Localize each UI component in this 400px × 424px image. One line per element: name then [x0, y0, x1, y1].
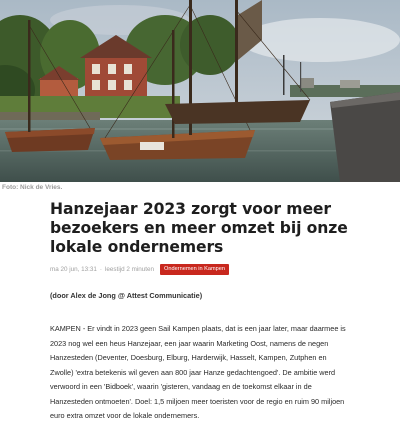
category-tag[interactable]: Ondernemen in Kampen — [160, 264, 229, 275]
read-time: leestijd 2 minuten — [105, 266, 155, 273]
article-date: ma 20 jun, 13:31 — [50, 266, 97, 273]
article — [50, 200, 350, 424]
meta-separator: · — [99, 266, 103, 273]
photo-credit: Foto: Nick de Vries. — [2, 184, 63, 191]
article-title: Hanzejaar 2023 zorgt voor meer bezoekers en meer omzet bij onze lokale ondernemers — [50, 200, 348, 256]
harbour-photo-illustration — [0, 0, 400, 182]
article-photo — [0, 0, 400, 182]
article-byline: (door Alex de Jong @ Attest Communicatie) — [50, 291, 203, 300]
article-paragraph: KAMPEN - Er vindt in 2023 geen Sail Kampen plaats, dat is een jaar later, maar daarmee is 2023 nog wel een heus Hanzejaar, een jaar waarin Marketing Oost, namens de negen Hanzesteden (Deventer, Doesburg, Elburg, Harderwijk, Hasselt, Kampen, Zutphen en Zwolle) 'extra betekenis wil geven aan 800 jaar Hanze gedachtengoed'. De ambitie werd verwoord in een 'Bidboek', waarin 'gisteren, vandaag en de toekomst elkaar in de Hanzesteden ontmoeten'. Doel: 1,5 miljoen meer toeristen voor de regio en ruim 90 miljoen euro extra omzet voor de lokale ondernemers. — [50, 324, 346, 420]
article-meta — [50, 264, 350, 275]
